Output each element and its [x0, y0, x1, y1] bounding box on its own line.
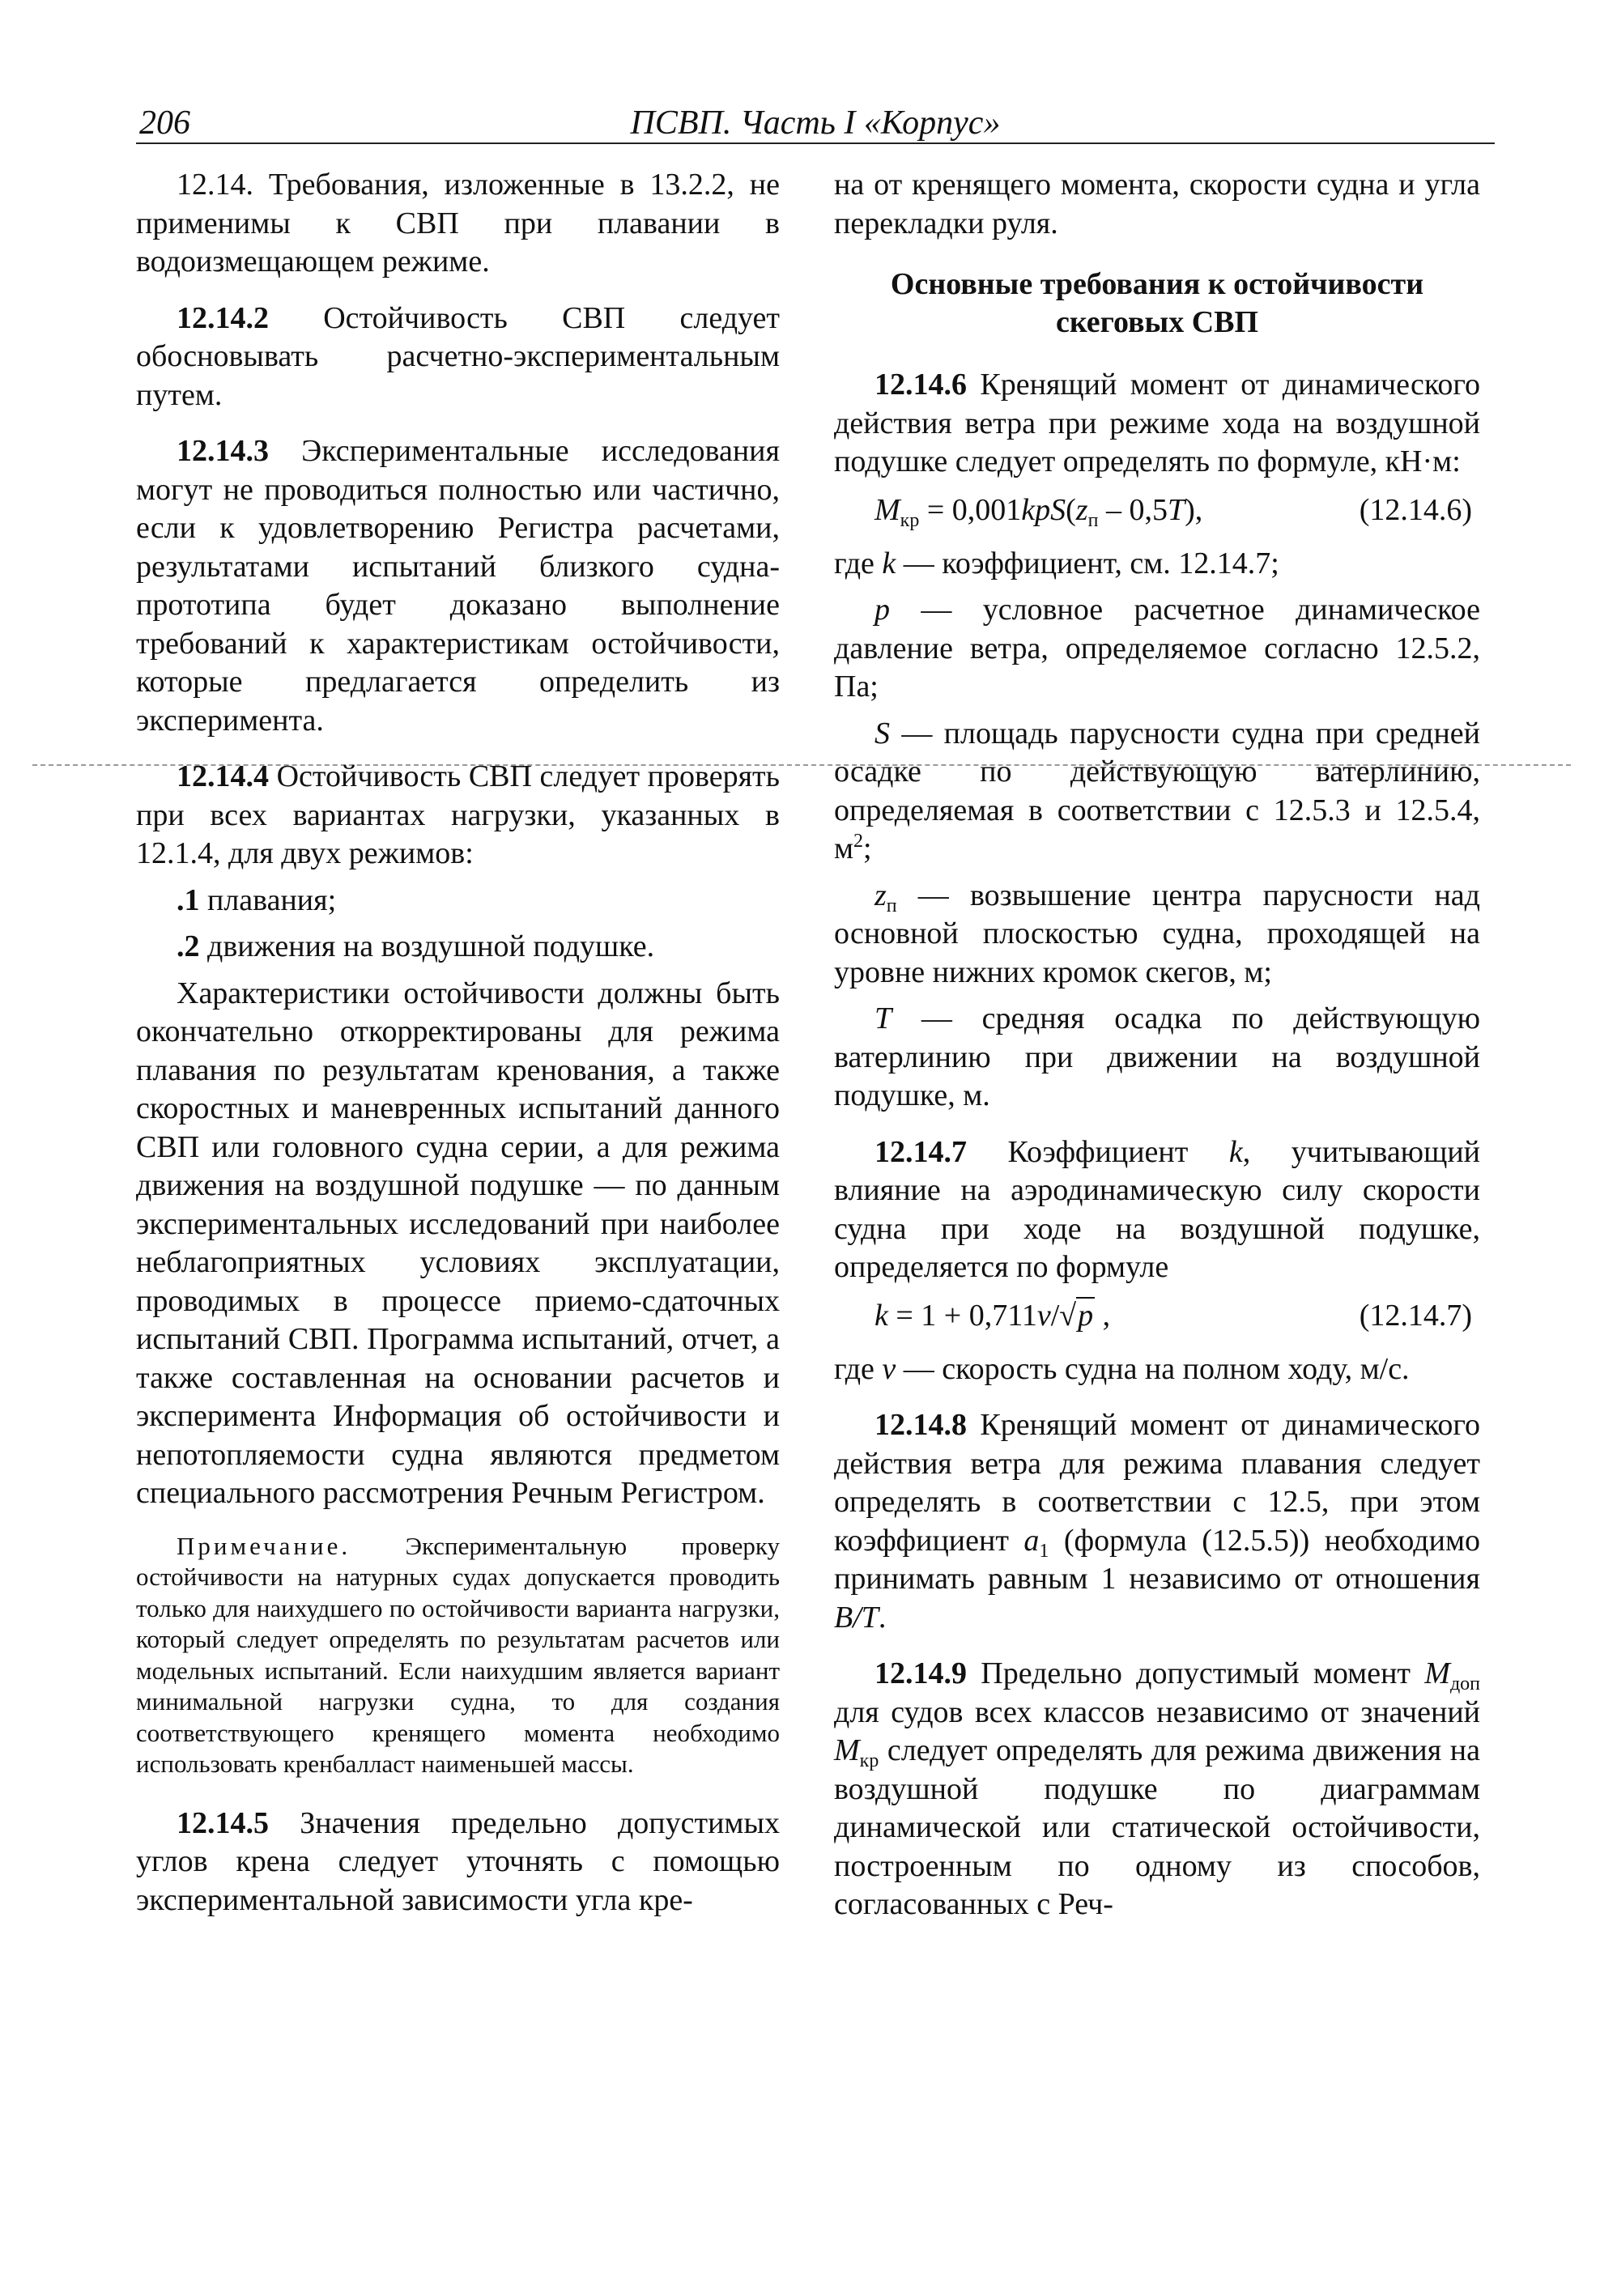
formula-expression: $M_{кр} = 0,001kpS(z_п - 0,5T)$, — [874, 492, 1203, 531]
list-item-text: плавания; — [199, 882, 337, 917]
definition-t: T — средняя осадка по действующую ватерлинию при движении на воздушной подушке, м. — [834, 1001, 1480, 1112]
paragraph-12-14-2 — [136, 300, 780, 415]
clause-number: 12.14.5 — [177, 1805, 269, 1840]
note-label: Примечание. — [177, 1531, 351, 1560]
list-item-1 — [136, 882, 780, 921]
header-title: ПСВП. Часть I «Корпус» — [630, 104, 1001, 142]
equation-number: (12.14.6) — [1359, 492, 1472, 527]
definition-v: где v — скорость судна на полном ходу, м/с. — [834, 1351, 1410, 1386]
clause-number: 12.14.7 — [874, 1134, 967, 1169]
left-column — [136, 166, 780, 1937]
clause-number: 12.14.4 — [177, 759, 269, 793]
paragraph-12-14-3 — [136, 432, 780, 740]
page-number: 206 — [139, 104, 190, 142]
list-item-number: .2 — [177, 929, 200, 963]
clause-number: 12.14.6 — [874, 368, 967, 402]
clause-text: Значения предельно допустимых углов крена следует уточнять с помощью экспериментальной зависимости угла кре- — [136, 1805, 780, 1917]
note-text: Экспериментальную проверку остойчивости на натурных судах допускается проводить только для наихудшего по остойчивости варианта нагрузки, который следует определять по результатам расчетов или модельных испытаний. Если наихудшим является вариант минимальной нагрузки судна, то для создания соответствующего кренящего момента необходимо использовать кренбалласт наименьшей массы. — [136, 1531, 780, 1778]
definition-k: где k — коэффициент, см. 12.14.7; — [834, 546, 1279, 580]
paragraph-12-14-7: 12.14.7 Коэффициент k, учитывающий влияние на аэродинамическую силу скорости судна при ходе на воздушной подушке, определяется по формуле — [834, 1134, 1481, 1284]
clause-text: Остойчивость СВП следует обосновывать расчетно-экспериментальным путем. — [136, 300, 780, 412]
formula-12-14-6 — [834, 490, 1480, 534]
paragraph-12-14-5 — [136, 1805, 780, 1920]
header-rule — [136, 142, 1495, 144]
paragraph-12-14-9: 12.14.9 Предельно допустимый момент $M_{доп}$ для судов всех классов независимо от значений $M_{кр}$ следует определять для режима движения на воздушной подушке по диаграммам динамической или статической остойчивости, построенным по одному из способов, согласованных с Реч- — [834, 1656, 1480, 1921]
paragraph-12-14-6 — [834, 366, 1480, 482]
clause-number: 12.14.8 — [874, 1408, 967, 1442]
equation-number: (12.14.7) — [1359, 1298, 1472, 1333]
definition-s: S — площадь парусности судна при средней осадке по действующую ватерлинию, определяемая в соответствии с 12.5.3 и 12.5.4, $м^2$; — [834, 716, 1480, 865]
section-heading: Основные требования к остойчивости скеговых СВП — [890, 267, 1424, 339]
formula-expression: k = 1 + 0,711v/√p , — [874, 1298, 1111, 1333]
clause-number: 12.14.3 — [177, 434, 269, 468]
paragraph-continuation: на от кренящего момента, скорости судна и угла перекладки руля. — [834, 168, 1480, 240]
paragraph-12-14-4 — [136, 758, 780, 874]
list-item-text: движения на воздушной подушке. — [199, 929, 655, 963]
paragraph-12-14: 12.14. Требования, изложенные в 13.2.2, не применимы к СВП при плавании в водоизмещающем режиме. — [136, 168, 780, 278]
clause-text: Экспериментальные исследования могут не проводиться полностью или частично, если к удовлетворению Регистра расчетами, результатами испытаний близкого судна-прототипа будет доказано выполнение требований к характеристикам остойчивости, которые предлагается определить из эксперимента. — [136, 434, 780, 738]
paragraph-12-14-8: 12.14.8 Кренящий момент от динамического действия ветра для режима плавания следует определять в соответствии с 12.5, при этом коэффициент $a_1$ (формула (12.5.5)) необходимо принимать равным 1 независимо от отношения B/T. — [834, 1408, 1480, 1635]
clause-number: 12.14.2 — [177, 300, 269, 335]
list-item-number: .1 — [177, 882, 200, 917]
definition-p: p — условное расчетное динамическое давление ветра, определяемое согласно 12.5.2, Па; — [834, 593, 1480, 704]
note-block — [136, 1531, 780, 1780]
running-header — [136, 96, 1495, 144]
definition-z: $z_п$ — возвышение центра парусности над основной плоскостью судна, проходящей на уровне нижних кромок скегов, м; — [834, 878, 1480, 989]
formula-12-14-7 — [834, 1295, 1480, 1339]
clause-number: 12.14.9 — [874, 1656, 967, 1690]
clause-text: Остойчивость СВП следует проверять при всех вариантах нагрузки, указанных в 12.1.4, для двух режимов: — [136, 759, 780, 870]
clause-text: Кренящий момент от динамического действия ветра при режиме хода на воздушной подушке следует определять по формуле, кН·м: — [834, 368, 1480, 478]
paragraph-characteristics: Характеристики остойчивости должны быть окончательно откорректированы для режима плавания по результатам кренования, а также скоростных и маневренных испытаний данного СВП или головного судна серии, а для режима движения на воздушной подушке — по данным экспериментальных исследований при наиболее неблагоприятных условиях эксплуатации, проводимых в процессе приемо-сдаточных испытаний СВП. Программа испытаний, отчет, а также составленная на основании расчетов и эксперимента Информация об остойчивости и непотопляемости судна являются предметом специального рассмотрения Речным Регистром. — [136, 976, 780, 1510]
right-column — [834, 166, 1480, 1942]
list-item-2 — [136, 928, 780, 967]
